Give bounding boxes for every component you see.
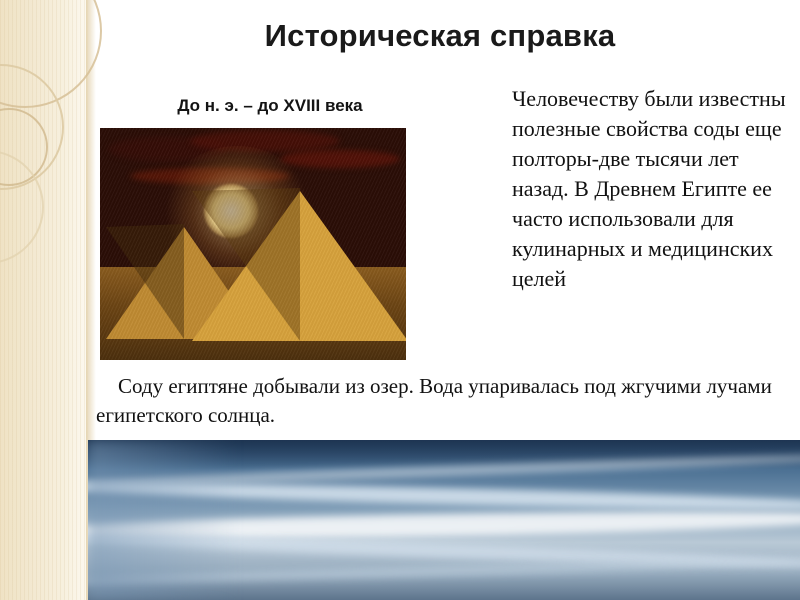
pyramid-small-shadow [106,224,184,339]
slide-subtitle: До н. э. – до XVIII века [177,96,363,115]
bottom-paragraph: Соду египтяне добывали из озер. Вода упаривалась под жгучими лучами египетского солнца. [96,374,772,427]
ice-blur-overlay [88,440,238,600]
pyramid-large-shadow [192,188,300,341]
pyramids-image [100,128,406,360]
ice-image [88,440,800,600]
right-paragraph: Человечеству были известны полезные свойства соды еще полторы-две тысячи лет назад. В Древнем Египте ее часто использовали для кулинарных и медицинских целей [512,86,786,291]
cloud-shape [280,150,400,168]
slide-title: Историческая справка [264,18,616,53]
